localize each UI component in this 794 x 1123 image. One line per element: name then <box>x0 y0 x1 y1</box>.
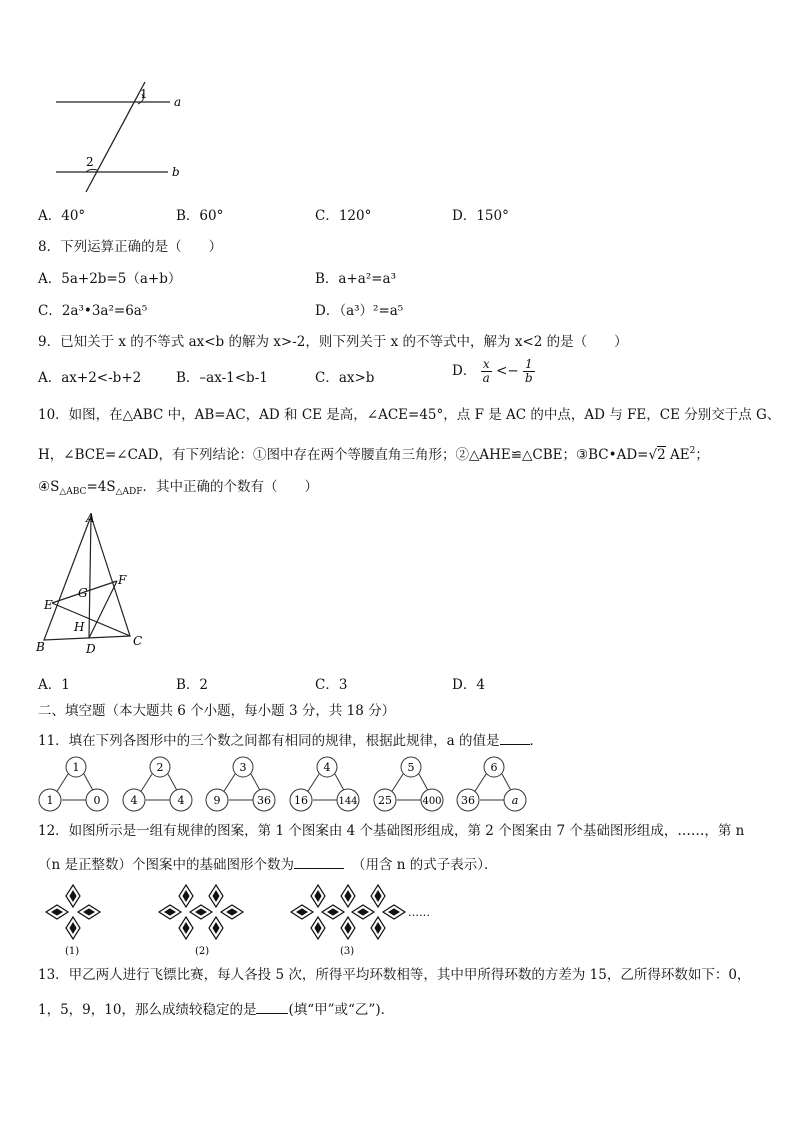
section-2-heading: 二、填空题（本大题共 6 个小题，每小题 3 分，共 18 分） <box>38 703 396 719</box>
label-angle2: 2 <box>86 155 94 169</box>
label-a: a <box>174 95 182 109</box>
label-H: H <box>74 620 85 634</box>
q10-option-a[interactable]: A．1 <box>38 677 70 693</box>
q7-option-d[interactable]: D．150° <box>452 208 509 224</box>
pattern-3-label: (3) <box>340 946 355 957</box>
q8-option-a[interactable]: A．5a+2b=5（a+b） <box>38 271 182 287</box>
q12-line2: （n 是正整数）个图案中的基础图形个数为 （用含 n 的式子表示）． <box>38 854 498 874</box>
svg-text:0: 0 <box>93 794 101 807</box>
number-triangle-6 <box>454 756 534 812</box>
svg-text:2: 2 <box>156 761 164 774</box>
label-G: G <box>78 586 88 600</box>
svg-text:36: 36 <box>257 794 271 807</box>
q13-answer-blank[interactable] <box>256 999 288 1014</box>
pattern-3 <box>291 885 405 939</box>
q9-d-lt: <− <box>496 363 519 379</box>
q9-option-a[interactable]: A．ax+2<-b+2 <box>38 370 142 386</box>
svg-text:1: 1 <box>46 794 54 807</box>
pattern-2 <box>159 885 243 939</box>
q7-option-b[interactable]: B．60° <box>176 208 224 224</box>
q8-option-c[interactable]: C．2a³•3a²=6a⁵ <box>38 303 148 319</box>
q12-line1: 12．如图所示是一组有规律的图案，第 1 个图案由 4 个基础图形组成，第 2 个图案由 7 个基础图形组成，……，第 n <box>38 823 745 839</box>
pattern-1 <box>46 885 100 939</box>
svg-text:a: a <box>511 794 519 807</box>
svg-text:5: 5 <box>407 761 415 774</box>
number-triangle-2 <box>120 756 200 812</box>
svg-text:4: 4 <box>130 794 138 807</box>
svg-text:36: 36 <box>461 794 475 807</box>
svg-text:4: 4 <box>177 794 185 807</box>
label-E: E <box>44 598 53 612</box>
q11-answer-blank[interactable] <box>500 730 530 745</box>
q9-d-prefix: D． <box>452 363 477 379</box>
svg-text:16: 16 <box>294 794 308 807</box>
number-triangle-3 <box>203 756 283 812</box>
q9-option-d[interactable] <box>452 358 535 385</box>
svg-text:6: 6 <box>490 761 498 774</box>
q10-line3: $④S_{\triangle ABC}=4S_{\triangle ADF}$．其中正确的个数有（ ） <box>38 479 318 497</box>
segment-ce <box>52 603 130 636</box>
pattern-1-label: (1) <box>65 946 80 957</box>
q10-option-c[interactable]: C．3 <box>315 677 348 693</box>
q8-option-d[interactable]: D．（a³）²=a⁵ <box>315 303 404 319</box>
q9-d-frac-x-a: $\frac{x}{a}$ <box>482 357 490 385</box>
svg-text:3: 3 <box>239 761 247 774</box>
label-A: A <box>86 511 95 525</box>
svg-text:1: 1 <box>72 761 80 774</box>
sqrt-symbol: √ <box>648 447 658 463</box>
number-triangle-5 <box>371 756 451 812</box>
transversal <box>86 82 145 192</box>
q9-stem: 9．已知关于 x 的不等式 ax<b 的解为 x>-2，则下列关于 x 的不等式中，解为 x<2 的是（ ） <box>38 334 628 350</box>
q13-line1: 13．甲乙两人进行飞镖比赛，每人各投 5 次，所得平均环数相等，其中甲所得环数的方差为 15，乙所得环数如下：0， <box>38 967 751 983</box>
q7-option-a[interactable]: A．40° <box>38 208 86 224</box>
q9-option-b[interactable]: B．–ax-1<b-1 <box>176 370 268 386</box>
q11-stem: 11．填在下列各图形中的三个数之间都有相同的规律，根据此规律，a 的值是 ． <box>38 730 543 750</box>
q7-option-c[interactable]: C．120° <box>315 208 372 224</box>
svg-text:9: 9 <box>213 794 221 807</box>
q9-d-frac-1-b: $\frac{1}{b}$ <box>525 357 533 385</box>
label-F: F <box>118 573 127 587</box>
svg-text:4: 4 <box>323 761 331 774</box>
triangle-abc-figure <box>34 508 150 658</box>
label-b: b <box>172 165 180 179</box>
pattern-ellipsis: …… <box>408 906 430 919</box>
q11-triangles-row <box>36 756 536 812</box>
q10-option-d[interactable]: D．4 <box>452 677 485 693</box>
q12-answer-blank[interactable] <box>294 854 344 869</box>
q13-line2: 1，5，9，10，那么成绩较稳定的是 (填“甲”或“乙”)． <box>38 999 394 1019</box>
q10-line2: H，∠BCE=∠CAD，有下列结论：①图中存在两个等腰直角三角形；②△AHE≌△CBE；③BC•AD=√2 $AE^2$； <box>38 446 709 463</box>
svg-text:400: 400 <box>422 796 442 807</box>
label-D: D <box>86 642 96 656</box>
q8-stem: 8．下列运算正确的是（ ） <box>38 239 223 255</box>
label-C: C <box>133 634 143 648</box>
label-B: B <box>36 640 45 654</box>
label-angle1: 1 <box>140 87 148 101</box>
q9-option-c[interactable]: C．ax>b <box>315 370 375 386</box>
q8-option-b[interactable]: B．a+a²=a³ <box>315 271 397 287</box>
parallel-lines-figure <box>50 80 190 195</box>
svg-text:25: 25 <box>378 794 392 807</box>
q12-pattern-figure <box>40 880 440 960</box>
q10-line1: 10．如图，在△ABC 中，AB=AC，AD 和 CE 是高，∠ACE=45°，点 F 是 AC 的中点，AD 与 FE，CE 分别交于点 G、 <box>38 407 781 423</box>
q10-option-b[interactable]: B．2 <box>176 677 209 693</box>
number-triangle-1 <box>36 756 116 812</box>
number-triangle-4 <box>287 756 367 812</box>
svg-text:144: 144 <box>338 796 358 807</box>
pattern-2-label: (2) <box>195 946 210 957</box>
